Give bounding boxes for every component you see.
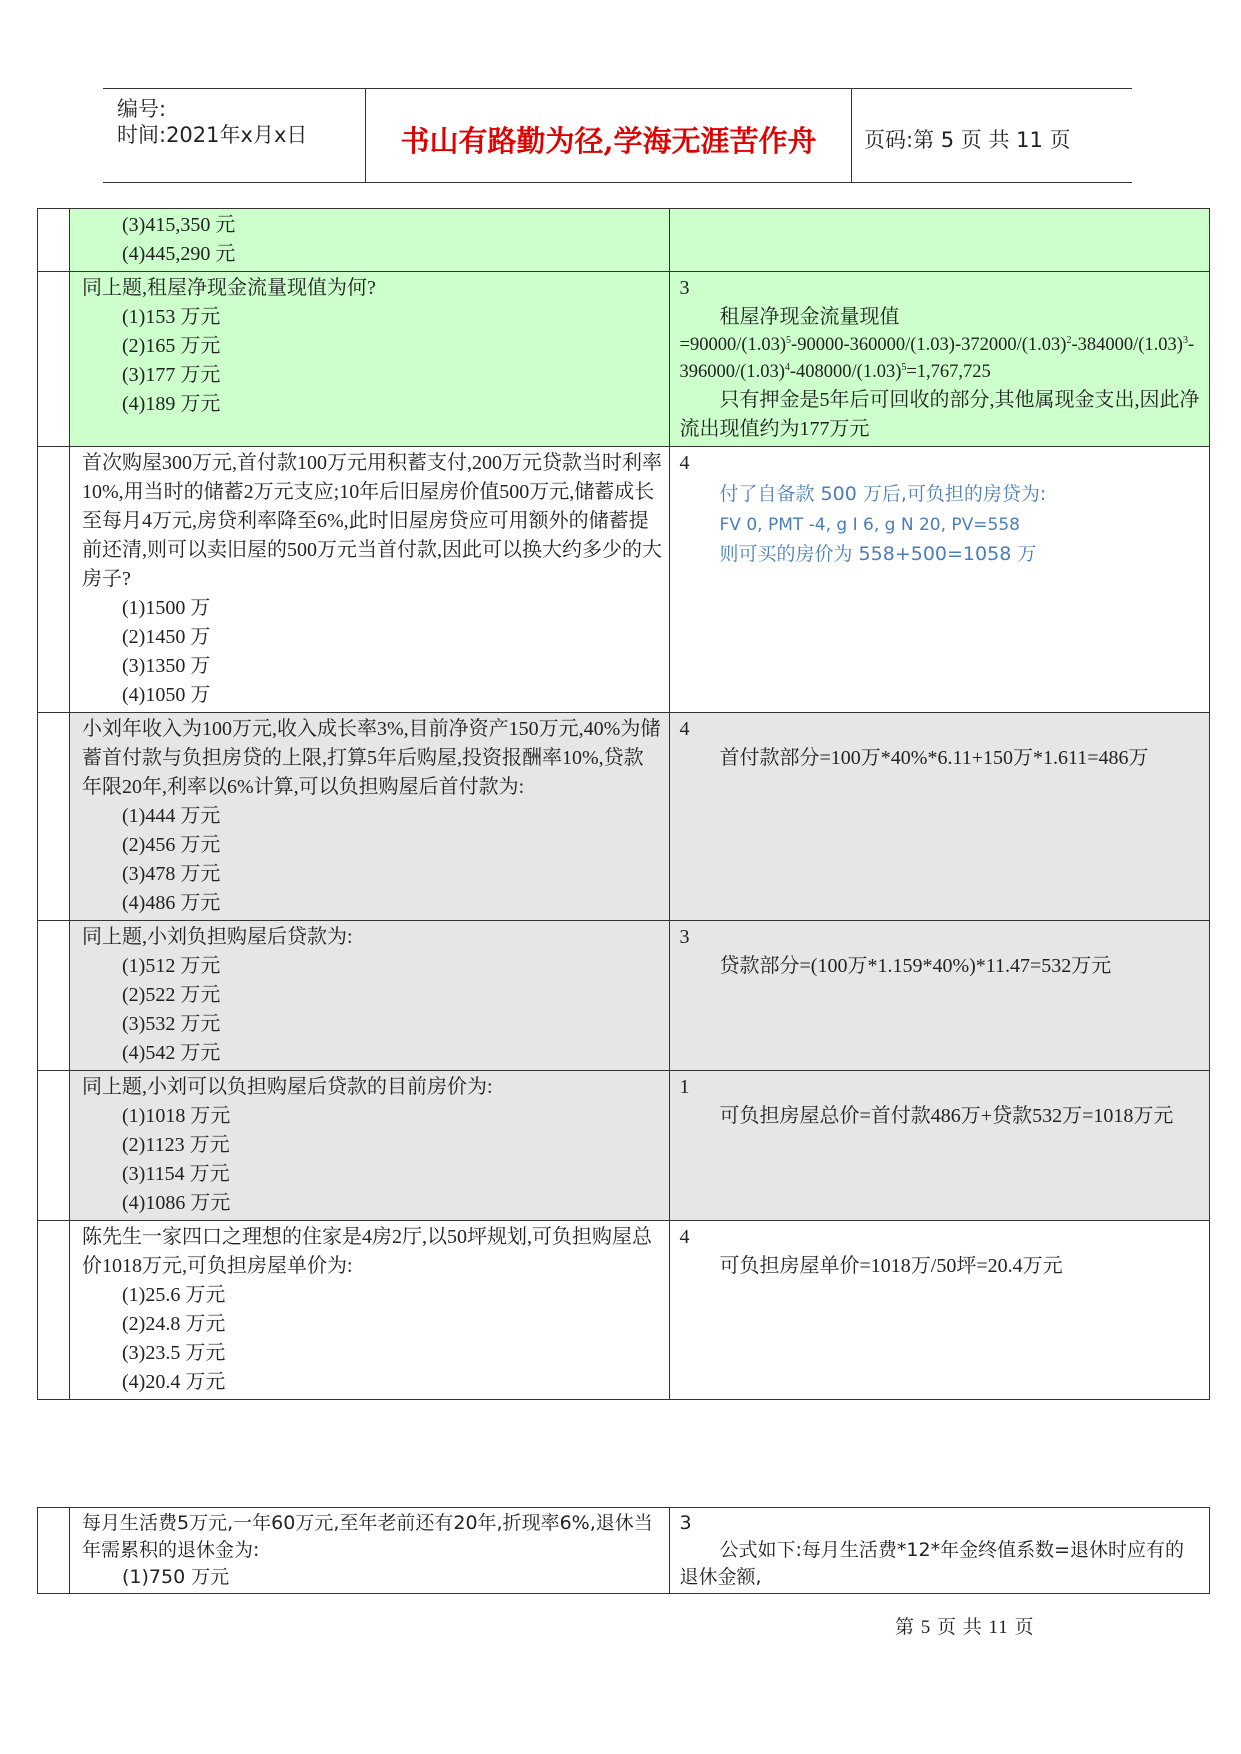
option: (4)189 万元 xyxy=(122,393,221,415)
question-text: 同上题,小刘可以负担购屋后贷款的目前房价为: xyxy=(82,1076,493,1098)
row-number-cell xyxy=(38,1221,70,1400)
option: (1)153 万元 xyxy=(122,306,221,328)
header-info-cell xyxy=(103,89,366,182)
row-number-cell xyxy=(38,447,70,713)
question-cell xyxy=(70,209,670,272)
row-number-cell xyxy=(38,1071,70,1221)
question-cell xyxy=(70,1508,670,1594)
option: (4)542 万元 xyxy=(122,1042,221,1064)
answer-cell xyxy=(669,1071,1209,1221)
page-label: 页码:第 5 页 共 11 页 xyxy=(864,128,1071,152)
table-row xyxy=(38,1071,1210,1221)
answer-number: 1 xyxy=(679,1076,690,1098)
serial-label: 编号: xyxy=(117,97,167,121)
question-text: 陈先生一家四口之理想的住家是4房2厅,以50坪规划,可负担购屋总价1018万元,可负担房屋单价为: xyxy=(82,1226,653,1277)
explanation-line: 公式如下:每月生活费*12*年金终值系数=退休时应有的退休金额, xyxy=(679,1539,1185,1588)
question-table-continued xyxy=(37,1507,1210,1594)
question-cell xyxy=(70,1071,670,1221)
explanation-formula: $=90000/(1.03)^5-90000-360000/(1.03)-372000/(1.03)^2-384000/(1.03)^3-396000/(1.03)^4-408000/(1.03)^5=1,767,725$ xyxy=(679,334,1195,382)
option: (3)415,350 元 xyxy=(122,214,236,236)
time-label: 时间:2021年x月x日 xyxy=(117,123,308,147)
row-number-cell xyxy=(38,1508,70,1594)
explanation-line: 则可买的房价为 558+500=1058 万 xyxy=(719,543,1037,565)
option: (2)456 万元 xyxy=(122,834,221,856)
option: (4)486 万元 xyxy=(122,892,221,914)
option: (3)478 万元 xyxy=(122,863,221,885)
option: (2)24.8 万元 xyxy=(122,1313,226,1335)
question-cell xyxy=(70,921,670,1071)
header-motto-cell xyxy=(366,89,852,182)
table-row xyxy=(38,209,1210,272)
option: (4)1086 万元 xyxy=(122,1192,231,1214)
option: (3)23.5 万元 xyxy=(122,1342,226,1364)
option: (3)1154 万元 xyxy=(122,1163,230,1185)
answer-cell xyxy=(669,272,1209,447)
motto: 书山有路勤为径,学海无涯苦作舟 xyxy=(400,124,817,158)
answer-cell xyxy=(669,713,1209,921)
explanation-line: 贷款部分=(100万*1.159*40%)*11.47=532万元 xyxy=(719,955,1112,977)
option: (3)1350 万 xyxy=(122,655,211,677)
option: (1)1018 万元 xyxy=(122,1105,231,1127)
table-row xyxy=(38,1221,1210,1400)
option: (3)532 万元 xyxy=(122,1013,221,1035)
answer-number: 3 xyxy=(679,277,690,299)
option: (4)1050 万 xyxy=(122,684,211,706)
answer-number: 4 xyxy=(679,1226,690,1248)
question-text: 每月生活费5万元,一年60万元,至年老前还有20年,折现率6%,退休当年需累积的退休金为: xyxy=(82,1512,653,1561)
table-row xyxy=(38,447,1210,713)
table-row xyxy=(38,272,1210,447)
answer-number: 3 xyxy=(679,1512,692,1534)
option: (3)177 万元 xyxy=(122,364,221,386)
row-number-cell xyxy=(38,713,70,921)
page-footer: 第 5 页 共 11 页 xyxy=(895,1617,1035,1638)
option: (2)165 万元 xyxy=(122,335,221,357)
explanation-line: 可负担房屋总价=首付款486万+贷款532万=1018万元 xyxy=(719,1105,1174,1127)
answer-number: 3 xyxy=(679,926,690,948)
option: (1)512 万元 xyxy=(122,955,221,977)
question-text: 小刘年收入为100万元,收入成长率3%,目前净资产150万元,40%为储蓄首付款与负担房贷的上限,打算5年后购屋,投资报酬率10%,贷款年限20年,利率以6%计算,可以负担购屋后首付款为: xyxy=(82,718,661,798)
question-table xyxy=(37,208,1210,1400)
option: (1)750 万元 xyxy=(122,1566,230,1588)
question-cell xyxy=(70,713,670,921)
question-cell xyxy=(70,1221,670,1400)
row-number-cell xyxy=(38,209,70,272)
answer-cell xyxy=(669,1221,1209,1400)
page-header xyxy=(103,88,1132,183)
option: (1)25.6 万元 xyxy=(122,1284,226,1306)
option: (2)1450 万 xyxy=(122,626,211,648)
answer-cell xyxy=(669,447,1209,713)
header-page-cell xyxy=(852,89,1132,182)
table-row xyxy=(38,713,1210,921)
option: (4)20.4 万元 xyxy=(122,1371,226,1393)
explanation-line: 首付款部分=100万*40%*6.11+150万*1.611=486万 xyxy=(719,747,1149,769)
question-text: 同上题,租屋净现金流量现值为何? xyxy=(82,277,376,299)
explanation-line: 可负担房屋单价=1018万/50坪=20.4万元 xyxy=(719,1255,1063,1277)
option: (1)1500 万 xyxy=(122,597,211,619)
answer-cell xyxy=(669,1508,1209,1594)
explanation-line: 只有押金是5年后可回收的部分,其他属现金支出,因此净流出现值约为177万元 xyxy=(679,389,1200,440)
row-number-cell xyxy=(38,921,70,1071)
question-text: 首次购屋300万元,首付款100万元用积蓄支付,200万元贷款当时利率10%,用当时的储蓄2万元支应;10年后旧屋房价值500万元,储蓄成长至每月4万元,房贷利率降至6%,此时旧屋房贷应可用额外的储蓄提前还清,则可以卖旧屋的500万元当首付款,因此可以换大约多少的大房子? xyxy=(82,452,663,590)
option: (2)1123 万元 xyxy=(122,1134,230,1156)
answer-cell xyxy=(669,921,1209,1071)
explanation-line: 租屋净现金流量现值 xyxy=(719,306,900,328)
answer-number: 4 xyxy=(679,452,690,474)
question-cell xyxy=(70,272,670,447)
option: (2)522 万元 xyxy=(122,984,221,1006)
answer-cell xyxy=(669,209,1209,272)
explanation-line: FV 0, PMT -4, g I 6, g N 20, PV=558 xyxy=(719,515,1020,535)
option: (1)444 万元 xyxy=(122,805,221,827)
question-cell xyxy=(70,447,670,713)
table-row xyxy=(38,921,1210,1071)
row-number-cell xyxy=(38,272,70,447)
explanation-line: 付了自备款 500 万后,可负担的房贷为: xyxy=(719,483,1047,505)
answer-number: 4 xyxy=(679,718,690,740)
option: (4)445,290 元 xyxy=(122,243,236,265)
question-text: 同上题,小刘负担购屋后贷款为: xyxy=(82,926,353,948)
table-row xyxy=(38,1508,1210,1594)
